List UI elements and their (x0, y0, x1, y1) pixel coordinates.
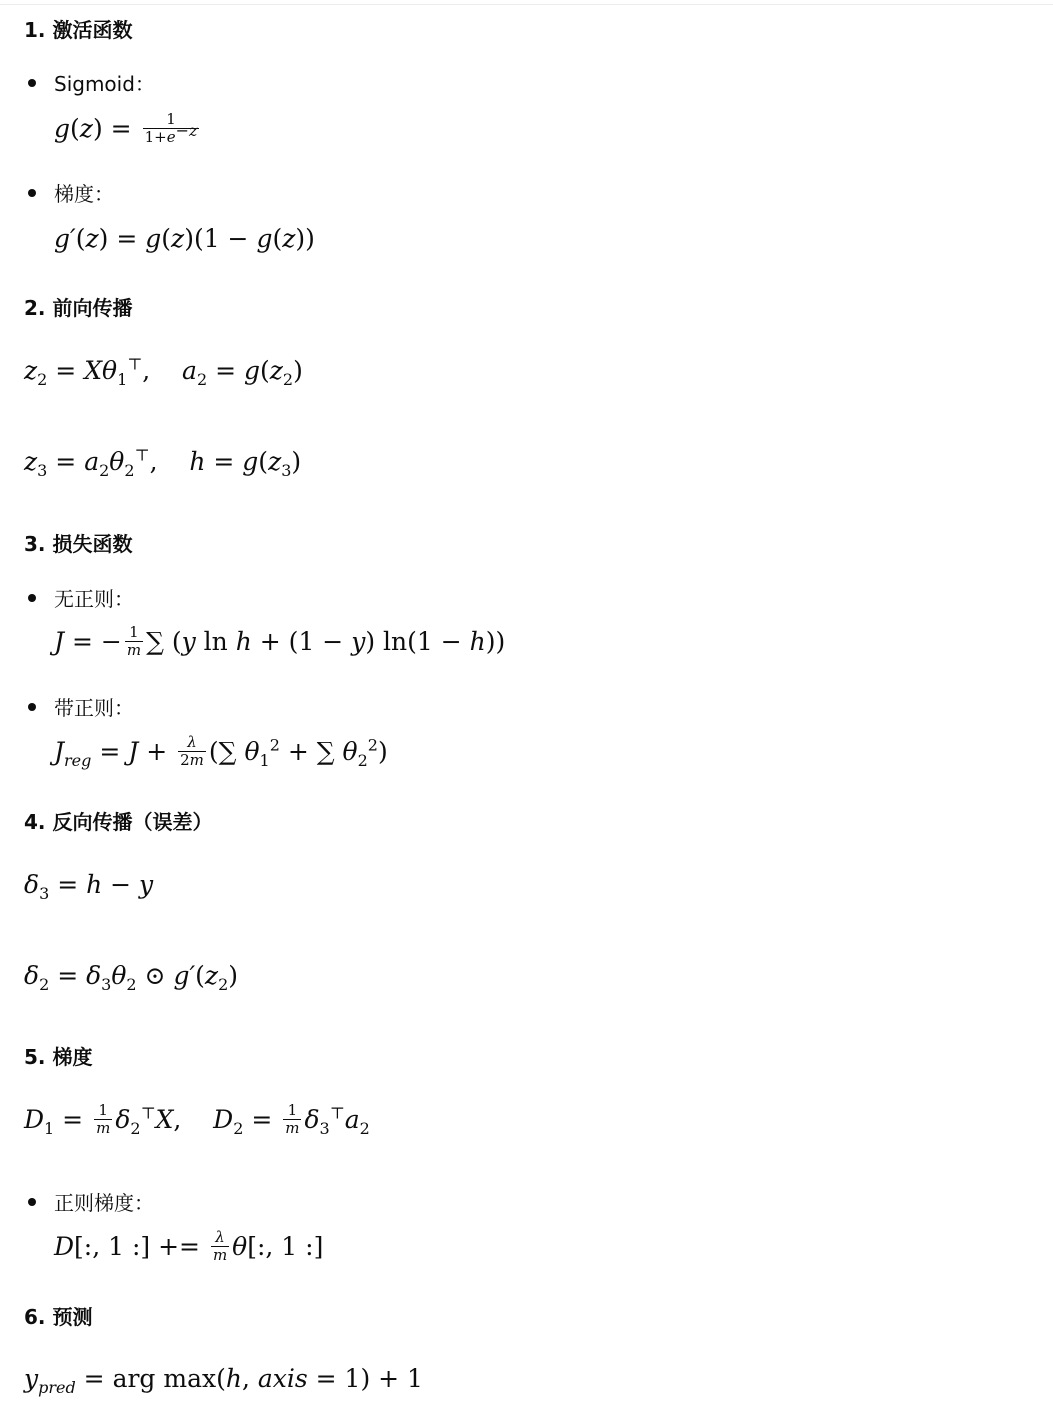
section-3-title: 3. 损失函数 (24, 532, 133, 556)
prediction-formula: $y_{pred}$ = arg max(h, axis = 1) + 1 (24, 1364, 423, 1397)
bullet-dot (28, 594, 36, 602)
sigmoid-formula: g(z) = $\frac{1}{1+e^{-z}}$ (54, 110, 198, 146)
section-4-title: 4. 反向传播（误差） (24, 810, 213, 834)
delta3-formula: $\delta_3 = h - y$ (24, 870, 154, 903)
bullet-dot (28, 1198, 36, 1206)
cost-formula: J = − $\frac{1}{m}$ ∑ (y ln h + (1 − y) ln(1 − h)) (54, 623, 506, 659)
delta2-formula: $\delta_2 = \delta_3\theta_2$ ⊙ $g'(z_2)$ (24, 961, 239, 994)
bullet-dot (28, 79, 36, 87)
gradient-formula: $D_1$ = $\frac{1}{m}$ $\delta_2^⊤X$, $D_2$ = $\frac{1}{m}$ $\delta_3^⊤a_2$ (24, 1101, 370, 1138)
bullet-dot (28, 703, 36, 711)
forward-formula-2: $z_3 = a_2\theta_2^⊤$, $h = g(z_3)$ (24, 445, 302, 480)
forward-formula-1: $z_2 = X\theta_1^⊤$, $a_2 = g(z_2)$ (24, 354, 303, 389)
reg-gradient-formula: D[:, 1 :] += $\frac{\lambda}{m}$ θ[:, 1 :] (54, 1228, 324, 1264)
section-1-title: 1. 激活函数 (24, 18, 133, 42)
bullet-dot (28, 189, 36, 197)
bullet-reg-gradient-label: 正则梯度： (54, 1191, 154, 1215)
bullet-no-reg-label: 无正则： (54, 587, 134, 611)
section-2-title: 2. 前向传播 (24, 296, 133, 320)
section-6-title: 6. 预测 (24, 1305, 93, 1329)
bullet-gradient-label: 梯度： (54, 182, 114, 206)
bullet-with-reg-label: 带正则： (54, 696, 134, 720)
reg-cost-formula: $J_{reg} = J$ + $\frac{\lambda}{2m}$ (∑ $\theta_1^2$ + ∑ $\theta_2^2$) (54, 733, 388, 770)
sigmoid-gradient-formula: g′(z) = g(z)(1 − g(z)) (54, 224, 315, 253)
top-divider (0, 4, 1053, 5)
bullet-sigmoid-label: Sigmoid： (54, 72, 155, 96)
section-5-title: 5. 梯度 (24, 1045, 93, 1069)
